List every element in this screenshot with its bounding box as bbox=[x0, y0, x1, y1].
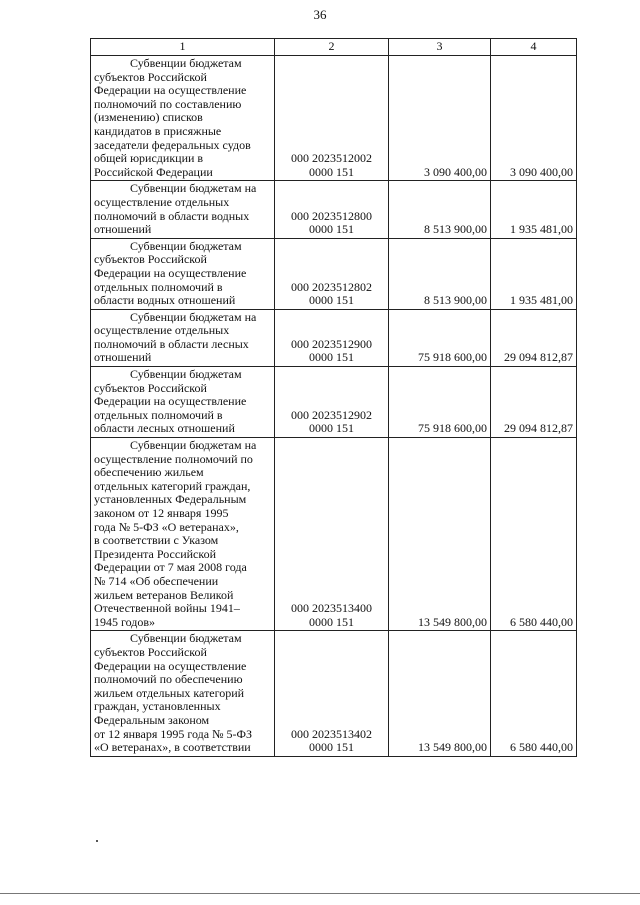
description-line: «О ветеранах», в соответствии bbox=[94, 740, 251, 755]
row-code bbox=[275, 631, 389, 756]
description-line: жильем ветеранов Великой bbox=[94, 587, 234, 602]
code-line: 0000 151 bbox=[309, 164, 354, 179]
table-row bbox=[91, 367, 577, 438]
description-line: общей юрисдикции в bbox=[94, 151, 204, 166]
description-line: области водных отношений bbox=[94, 293, 236, 308]
row-amount-planned: 13 549 800,00 bbox=[389, 631, 491, 756]
row-code bbox=[275, 438, 389, 631]
description-line: полномочий по составлению bbox=[94, 96, 242, 111]
description-line: Субвенции бюджетам на bbox=[130, 309, 257, 324]
column-header-2: 2 bbox=[275, 39, 389, 56]
description-line: осуществление полномочий по bbox=[94, 451, 253, 466]
row-amount-planned: 75 918 600,00 bbox=[389, 309, 491, 366]
description-line: (изменению) списков bbox=[94, 110, 203, 125]
page-number: 36 bbox=[313, 7, 327, 22]
code-line: 000 2023512002 bbox=[291, 151, 372, 166]
description-line: осуществление отдельных bbox=[94, 323, 230, 338]
description-line: отдельных категорий граждан, bbox=[94, 478, 251, 493]
code-line: 000 2023513400 bbox=[291, 601, 372, 616]
description-line: Субвенции бюджетам bbox=[130, 367, 242, 382]
row-amount-executed: 29 094 812,87 bbox=[491, 309, 577, 366]
code-line: 0000 151 bbox=[309, 293, 354, 308]
row-code bbox=[275, 181, 389, 238]
description-line: № 714 «Об обеспечении bbox=[94, 573, 219, 588]
row-code bbox=[275, 238, 389, 309]
row-amount-planned: 75 918 600,00 bbox=[389, 367, 491, 438]
row-amount-planned: 3 090 400,00 bbox=[389, 56, 491, 181]
table-row bbox=[91, 238, 577, 309]
description-line: Федерации на осуществление bbox=[94, 83, 247, 98]
row-description bbox=[91, 56, 275, 181]
table-row bbox=[91, 56, 577, 181]
description-line: полномочий по обеспечению bbox=[94, 672, 243, 687]
row-amount-executed: 1 935 481,00 bbox=[491, 238, 577, 309]
footer-rule bbox=[0, 893, 640, 894]
code-line: 0000 151 bbox=[309, 614, 354, 629]
scan-speck bbox=[96, 840, 98, 842]
column-header-1: 1 bbox=[91, 39, 275, 56]
row-description bbox=[91, 309, 275, 366]
description-line: отношений bbox=[94, 222, 152, 237]
description-line: Федерации на осуществление bbox=[94, 394, 247, 409]
budget-table bbox=[90, 38, 577, 757]
row-amount-executed: 3 090 400,00 bbox=[491, 56, 577, 181]
code-line: 0000 151 bbox=[309, 222, 354, 237]
description-line: области лесных отношений bbox=[94, 421, 235, 436]
description-line: полномочий в области лесных bbox=[94, 336, 249, 351]
description-line: Субвенции бюджетам bbox=[130, 631, 242, 646]
description-line: отдельных полномочий в bbox=[94, 279, 223, 294]
row-amount-executed: 1 935 481,00 bbox=[491, 181, 577, 238]
description-line: Федерации на осуществление bbox=[94, 658, 247, 673]
row-code bbox=[275, 309, 389, 366]
description-line: жильем отдельных категорий bbox=[94, 685, 245, 700]
column-header-4: 4 bbox=[491, 39, 577, 56]
description-line: Субвенции бюджетам на bbox=[130, 181, 257, 196]
column-header-3: 3 bbox=[389, 39, 491, 56]
description-line: Российской Федерации bbox=[94, 164, 213, 179]
table-body bbox=[91, 56, 577, 757]
description-line: Субвенции бюджетам на bbox=[130, 438, 257, 453]
code-line: 0000 151 bbox=[309, 350, 354, 365]
description-line: субъектов Российской bbox=[94, 69, 207, 84]
code-line: 0000 151 bbox=[309, 421, 354, 436]
description-line: отношений bbox=[94, 350, 152, 365]
code-line: 000 2023512800 bbox=[291, 208, 372, 223]
table-row bbox=[91, 631, 577, 756]
description-line: субъектов Российской bbox=[94, 380, 207, 395]
description-line: Субвенции бюджетам bbox=[130, 56, 242, 70]
description-line: Президента Российской bbox=[94, 546, 217, 561]
description-line: от 12 января 1995 года № 5-ФЗ bbox=[94, 726, 253, 741]
description-line: осуществление отдельных bbox=[94, 194, 230, 209]
code-line: 000 2023512802 bbox=[291, 279, 372, 294]
description-line: Федерации на осуществление bbox=[94, 265, 247, 280]
description-line: кандидатов в присяжные bbox=[94, 123, 222, 138]
row-code bbox=[275, 56, 389, 181]
table-row bbox=[91, 181, 577, 238]
row-description bbox=[91, 181, 275, 238]
description-line: Федеральным законом bbox=[94, 712, 210, 727]
description-line: Субвенции бюджетам bbox=[130, 238, 242, 253]
table-row bbox=[91, 438, 577, 631]
description-line: отдельных полномочий в bbox=[94, 407, 223, 422]
row-amount-executed: 6 580 440,00 bbox=[491, 631, 577, 756]
description-line: 1945 годов» bbox=[94, 614, 156, 629]
row-amount-executed: 6 580 440,00 bbox=[491, 438, 577, 631]
row-amount-planned: 8 513 900,00 bbox=[389, 181, 491, 238]
description-line: субъектов Российской bbox=[94, 252, 207, 267]
row-description bbox=[91, 238, 275, 309]
row-code bbox=[275, 367, 389, 438]
code-line: 000 2023513402 bbox=[291, 726, 372, 741]
description-line: в соответствии с Указом bbox=[94, 533, 219, 548]
description-line: граждан, установленных bbox=[94, 699, 221, 714]
code-line: 000 2023512902 bbox=[291, 407, 372, 422]
row-description bbox=[91, 438, 275, 631]
description-line: года № 5-ФЗ «О ветеранах», bbox=[94, 519, 239, 534]
description-line: полномочий в области водных bbox=[94, 208, 250, 223]
row-amount-planned: 13 549 800,00 bbox=[389, 438, 491, 631]
row-amount-planned: 8 513 900,00 bbox=[389, 238, 491, 309]
row-description bbox=[91, 367, 275, 438]
description-line: Федерации от 7 мая 2008 года bbox=[94, 560, 247, 575]
row-description bbox=[91, 631, 275, 756]
description-line: заседатели федеральных судов bbox=[94, 137, 251, 152]
description-line: субъектов Российской bbox=[94, 644, 207, 659]
description-line: Отечественной войны 1941– bbox=[94, 601, 240, 616]
description-line: установленных Федеральным bbox=[94, 492, 247, 507]
code-line: 000 2023512900 bbox=[291, 336, 372, 351]
table-header-row bbox=[91, 39, 577, 56]
table-row bbox=[91, 309, 577, 366]
description-line: законом от 12 января 1995 bbox=[94, 506, 229, 520]
row-amount-executed: 29 094 812,87 bbox=[491, 367, 577, 438]
description-line: обеспечению жильем bbox=[94, 465, 204, 480]
code-line: 0000 151 bbox=[309, 740, 354, 755]
